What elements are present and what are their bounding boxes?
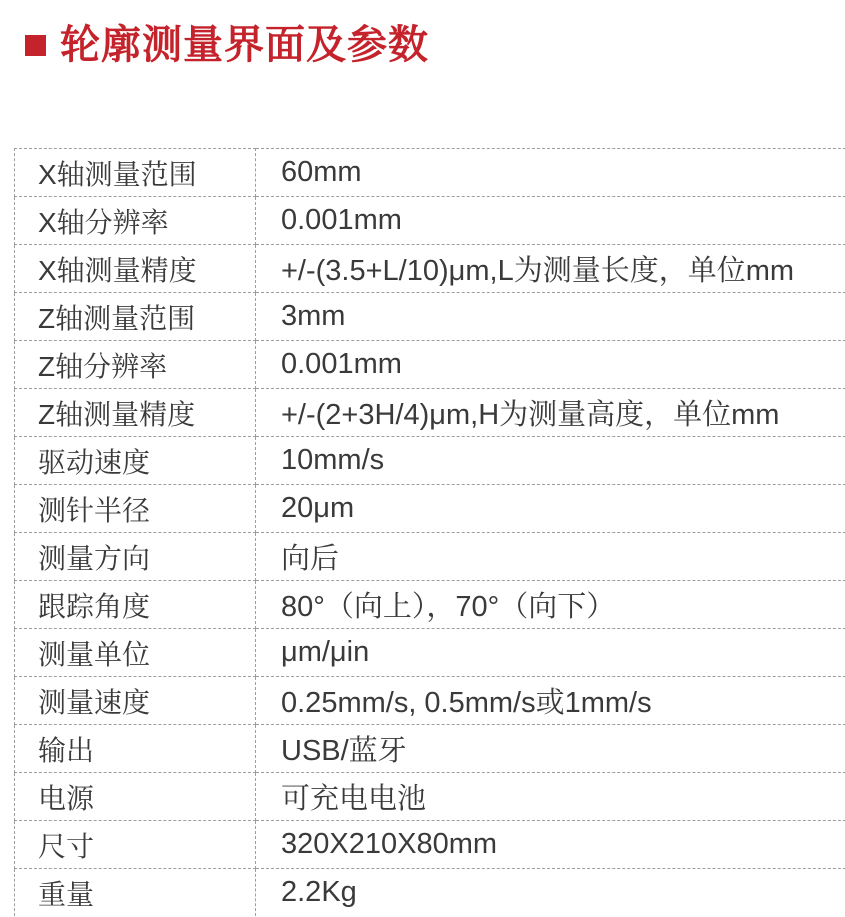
page-title: 轮廓测量界面及参数 — [60, 22, 429, 68]
spec-value: 80°（向上），70°（向下） — [256, 581, 845, 629]
spec-label: 测量方向 — [15, 533, 256, 581]
spec-row — [15, 677, 845, 725]
spec-label: 尺寸 — [15, 821, 256, 869]
spec-row — [15, 437, 845, 485]
spec-value: USB/蓝牙 — [256, 725, 845, 773]
spec-label: 跟踪角度 — [15, 581, 256, 629]
spec-value: 0.001mm — [256, 197, 845, 245]
spec-row — [15, 293, 845, 341]
spec-label: 电源 — [15, 773, 256, 821]
spec-label: 重量 — [15, 869, 256, 917]
spec-row — [15, 389, 845, 437]
spec-label: Z轴测量精度 — [15, 389, 256, 437]
spec-row — [15, 149, 845, 197]
spec-value: 可充电电池 — [256, 773, 845, 821]
spec-row — [15, 341, 845, 389]
spec-label: X轴测量精度 — [15, 245, 256, 293]
red-square-bullet-icon — [25, 35, 46, 56]
spec-value: 20μm — [256, 485, 845, 533]
spec-label: 驱动速度 — [15, 437, 256, 485]
spec-label: 测针半径 — [15, 485, 256, 533]
spec-value: 3mm — [256, 293, 845, 341]
spec-row — [15, 581, 845, 629]
spec-value: 60mm — [256, 149, 845, 197]
spec-label: Z轴测量范围 — [15, 293, 256, 341]
spec-row — [15, 533, 845, 581]
spec-row — [15, 821, 845, 869]
section-header — [25, 22, 845, 68]
spec-value: 向后 — [256, 533, 845, 581]
spec-row — [15, 725, 845, 773]
spec-value: μm/μin — [256, 629, 845, 677]
spec-label: Z轴分辨率 — [15, 341, 256, 389]
spec-label: X轴测量范围 — [15, 149, 256, 197]
spec-value: +/-(3.5+L/10)μm,L为测量长度，单位mm — [256, 245, 845, 293]
spec-label: 测量单位 — [15, 629, 256, 677]
spec-label: X轴分辨率 — [15, 197, 256, 245]
spec-value: 320X210X80mm — [256, 821, 845, 869]
spec-row — [15, 869, 845, 917]
spec-value: 10mm/s — [256, 437, 845, 485]
spec-row — [15, 773, 845, 821]
spec-value: +/-(2+3H/4)μm,H为测量高度，单位mm — [256, 389, 845, 437]
spec-label: 输出 — [15, 725, 256, 773]
spec-row — [15, 629, 845, 677]
spec-row — [15, 245, 845, 293]
spec-value: 0.25mm/s, 0.5mm/s或1mm/s — [256, 677, 845, 725]
spec-row — [15, 197, 845, 245]
spec-row — [15, 485, 845, 533]
spec-value: 0.001mm — [256, 341, 845, 389]
page — [0, 22, 845, 917]
spec-value: 2.2Kg — [256, 869, 845, 917]
spec-label: 测量速度 — [15, 677, 256, 725]
spec-table-body — [15, 149, 845, 917]
spec-table — [14, 148, 845, 916]
